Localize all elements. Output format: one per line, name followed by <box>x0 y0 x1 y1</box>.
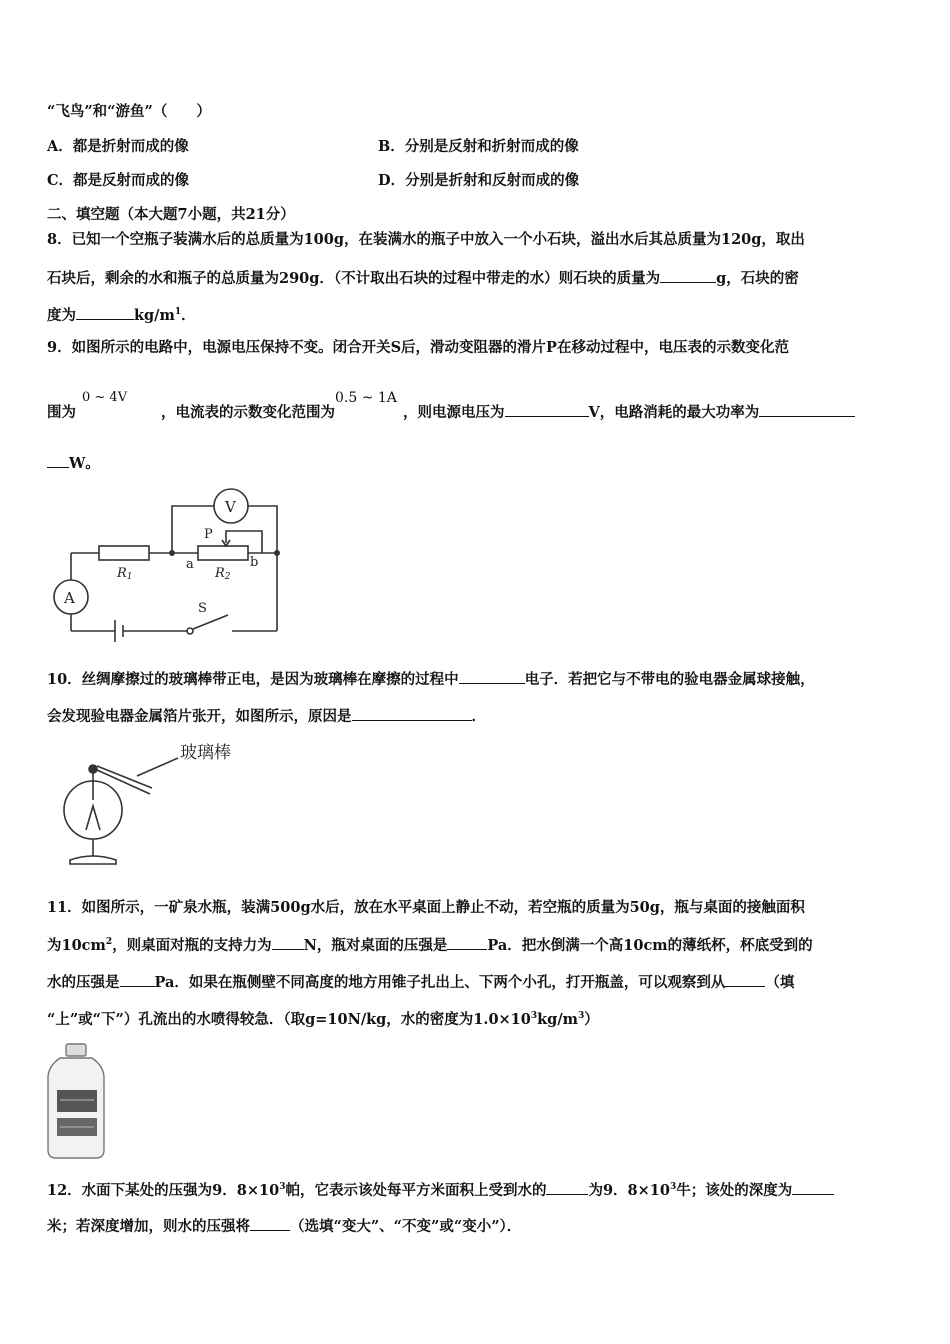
q9-line-3 <box>47 453 100 474</box>
q11-blank-hole[interactable] <box>725 972 765 987</box>
node-label-b: b <box>250 555 259 570</box>
resistor-r2-label: R2 <box>215 566 231 582</box>
q8-line-2 <box>47 268 799 289</box>
q9-blank-power[interactable] <box>759 402 855 417</box>
q9-current-range: 0.5 ~ 1A <box>335 390 397 406</box>
q7-option-c: C．都是反射而成的像 <box>47 172 190 189</box>
q12-text: （选填“变大”、“不变”或“变小”）． <box>290 1218 522 1235</box>
electroscope-jar <box>64 781 122 839</box>
q11-text: Pa．把水倒满一个高10cm的薄纸杯，杯底受到的 <box>487 937 813 954</box>
q8-text: 度为 <box>47 307 76 324</box>
q11-exponent: 3 <box>577 1011 585 1022</box>
q9-text: V，电路消耗的最大功率为 <box>588 404 760 421</box>
voltmeter-label: V <box>225 498 236 516</box>
q7-option-a: A．都是折射而成的像 <box>47 138 189 155</box>
q9-text: ，则电源电压为 <box>403 404 505 421</box>
electroscope-ball <box>89 765 97 773</box>
q11-text: （填 <box>765 974 795 991</box>
q7-question-tail: “飞鸟”和“游鱼”（ ） <box>47 103 211 120</box>
q12-text: 12．水面下某处的压强为9．8×10 <box>47 1182 280 1199</box>
q7-option-d: D．分别是折射和反射而成的像 <box>378 172 580 189</box>
q12-text: 为9．8×10 <box>588 1182 670 1199</box>
q8-text: ． <box>181 307 196 324</box>
q10-line-1 <box>47 669 815 690</box>
q9-line-2 <box>47 402 855 423</box>
q9-text: 围为 <box>47 404 76 421</box>
glass-rod-label: 玻璃棒 <box>180 743 231 763</box>
q11-line-3 <box>47 972 794 993</box>
q11-line-4 <box>47 1010 599 1030</box>
q10-blank-electron[interactable] <box>459 669 525 684</box>
q12-blank-quantity[interactable] <box>546 1180 588 1195</box>
slider-p <box>226 531 262 553</box>
q10-text: 会发现验电器金属箔片张开，如图所示，原因是 <box>47 708 352 725</box>
ammeter-label: A <box>64 589 75 607</box>
ammeter <box>54 580 88 614</box>
glass-rod-lower <box>97 770 150 794</box>
q12-text: 帕，它表示该处每平方米面积上受到水的 <box>285 1182 547 1199</box>
electroscope-leaves <box>86 806 100 830</box>
q7-option-b: B．分别是反射和折射而成的像 <box>378 138 579 155</box>
q11-text: “上”或“下”）孔流出的水喷得较急．（取g=10N/kg，水的密度为1.0×10 <box>47 1011 531 1028</box>
switch-s-blade <box>193 615 228 629</box>
q10-line-2 <box>47 706 486 727</box>
section-title-fill-in: 二、填空题（本大题7小题，共21分） <box>47 206 295 223</box>
q8-text: 石块后，剩余的水和瓶子的总质量为290g．（不计取出石块的过程中带走的水）则石块的质量为 <box>47 270 661 287</box>
q12-exponent: 3 <box>279 1182 286 1193</box>
q12-blank-change[interactable] <box>250 1216 290 1231</box>
q10-text: 电子．若把它与不带电的验电器金属球接触， <box>524 671 815 688</box>
q11-text: ，则桌面对瓶的支持力为 <box>112 937 272 954</box>
q11-exponent: 2 <box>105 937 113 948</box>
q11-blank-force[interactable] <box>272 935 304 950</box>
bottle-cap <box>66 1044 86 1056</box>
q8-line-1: 8．已知一个空瓶子装满水后的总质量为100g，在装满水的瓶子中放入一个小石块，溢出水后其总质量为120g，取出 <box>47 231 805 248</box>
resistor-r1-label: R1 <box>117 566 133 582</box>
q11-blank-pressure[interactable] <box>447 935 487 950</box>
q10-blank-reason[interactable] <box>352 706 472 721</box>
junction-left <box>169 550 175 556</box>
q9-line-1: 9．如图所示的电路中，电源电压保持不变。闭合开关S后，滑动变阻器的滑片P在移动过程中，电压表的示数变化范 <box>47 339 789 356</box>
q10-text: 10．丝绸摩擦过的玻璃棒带正电，是因为玻璃棒在摩擦的过程中 <box>47 671 459 688</box>
q9-blank-voltage[interactable] <box>505 402 589 417</box>
voltmeter <box>214 489 248 523</box>
q12-exponent: 3 <box>669 1182 677 1193</box>
q11-text: 为10cm <box>47 937 106 954</box>
slider-label-p: P <box>204 527 213 542</box>
resistor-r2 <box>198 546 248 560</box>
q11-text: Pa．如果在瓶侧壁不同高度的地方用锥子扎出上、下两个小孔，打开瓶盖，可以观察到从 <box>154 974 726 991</box>
q11-line-1: 11．如图所示，一矿泉水瓶，装满500g水后，放在水平桌面上静止不动，若空瓶的质量为50g，瓶与桌面的接触面积 <box>47 899 805 916</box>
q12-text: 米；若深度增加，则水的压强将 <box>47 1218 250 1235</box>
bottle-body <box>48 1058 104 1158</box>
q8-line-3 <box>47 305 196 326</box>
q11-text: 水的压强是 <box>47 974 120 991</box>
switch-label-s: S <box>198 601 207 616</box>
node-label-a: a <box>186 557 194 572</box>
q9-voltage-range: 0 ~ 4V <box>82 390 128 405</box>
q12-text: 牛；该处的深度为 <box>676 1182 793 1199</box>
q12-line-2 <box>47 1216 521 1237</box>
q10-text: ． <box>471 708 486 725</box>
electroscope-base <box>70 856 116 864</box>
q9-text: ，电流表的示数变化范围为 <box>161 404 335 421</box>
q8-blank-mass[interactable] <box>660 268 716 283</box>
glass-rod-pointer <box>137 758 178 776</box>
q11-text: N，瓶对桌面的压强是 <box>303 937 448 954</box>
bottle-label-lower <box>57 1118 97 1136</box>
junction-right <box>274 550 280 556</box>
switch-s-pivot <box>187 628 193 634</box>
wire-voltmeter-branch <box>172 506 214 553</box>
wire-voltmeter-right <box>248 506 277 553</box>
q11-line-2 <box>47 935 813 956</box>
q11-text: kg/m <box>537 1011 578 1028</box>
q8-blank-density[interactable] <box>76 305 134 320</box>
bottle-label-upper <box>57 1090 97 1112</box>
q8-text: g，石块的密 <box>716 270 799 287</box>
q9-text: W。 <box>69 455 100 472</box>
q8-unit-exponent: 1 <box>174 307 182 318</box>
glass-rod-upper <box>97 766 152 788</box>
q12-blank-depth[interactable] <box>792 1180 834 1195</box>
q8-unit: kg/m <box>134 307 175 324</box>
q11-text: ） <box>584 1011 599 1028</box>
q11-exponent: 3 <box>530 1011 538 1022</box>
q12-line-1 <box>47 1180 834 1201</box>
q9-blank-power-cont[interactable] <box>47 453 69 468</box>
q11-blank-cup-pressure[interactable] <box>120 972 155 987</box>
resistor-r1 <box>99 546 149 560</box>
